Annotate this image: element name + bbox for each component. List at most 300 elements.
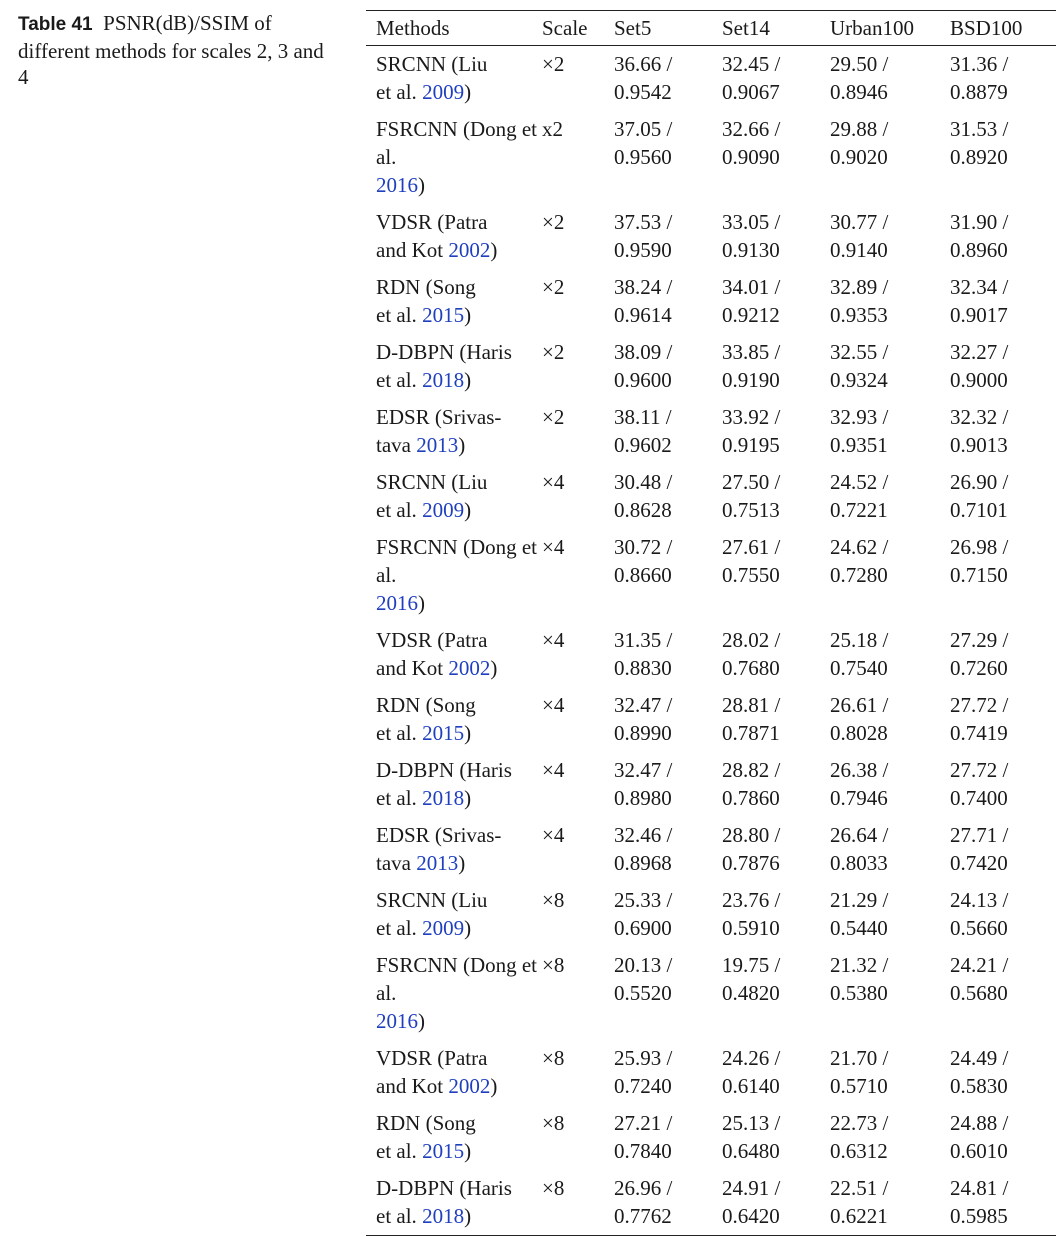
method-cell bbox=[366, 687, 542, 752]
bsd100-cell bbox=[950, 269, 1056, 334]
set14-cell bbox=[722, 622, 830, 687]
set5-cell bbox=[614, 111, 722, 204]
citation-close-paren: ) bbox=[418, 1009, 425, 1033]
set5-cell bbox=[614, 529, 722, 622]
citation-authors: et al. bbox=[376, 786, 423, 810]
bsd100-ssim-value: 0.7419 bbox=[950, 721, 1008, 745]
urban100-psnr-value: 29.50 / bbox=[830, 52, 889, 76]
set5-psnr-value: 32.46 / bbox=[614, 823, 673, 847]
method-name: D-DBPN (Haris bbox=[376, 758, 512, 782]
bsd100-psnr-value: 24.81 / bbox=[950, 1176, 1009, 1200]
method-citation-line bbox=[376, 786, 471, 810]
bsd100-cell bbox=[950, 464, 1056, 529]
bsd100-psnr-value: 27.72 / bbox=[950, 758, 1009, 782]
method-name: EDSR (Srivas- bbox=[376, 823, 502, 847]
bsd100-cell bbox=[950, 882, 1056, 947]
urban100-psnr-value: 21.70 / bbox=[830, 1046, 889, 1070]
urban100-cell bbox=[830, 622, 950, 687]
scale-cell: ×4 bbox=[542, 758, 565, 782]
header-set5: Set5 bbox=[614, 11, 722, 46]
bsd100-ssim-value: 0.6010 bbox=[950, 1139, 1008, 1163]
citation-year-link[interactable]: 2002 bbox=[448, 656, 491, 680]
urban100-psnr-value: 32.55 / bbox=[830, 340, 889, 364]
method-citation-line bbox=[376, 433, 465, 457]
table-row bbox=[366, 1105, 1056, 1170]
urban100-ssim-value: 0.5440 bbox=[830, 916, 888, 940]
bsd100-psnr-value: 31.36 / bbox=[950, 52, 1009, 76]
bsd100-ssim-value: 0.7260 bbox=[950, 656, 1008, 680]
bsd100-cell bbox=[950, 947, 1056, 1040]
scale-cell: ×4 bbox=[542, 470, 565, 494]
urban100-psnr-value: 24.62 / bbox=[830, 535, 889, 559]
urban100-cell bbox=[830, 464, 950, 529]
citation-close-paren: ) bbox=[458, 433, 466, 457]
set5-cell bbox=[614, 622, 722, 687]
bsd100-psnr-value: 27.72 / bbox=[950, 693, 1009, 717]
set5-cell bbox=[614, 46, 722, 112]
bsd100-cell bbox=[950, 529, 1056, 622]
bsd100-ssim-value: 0.8879 bbox=[950, 80, 1008, 104]
urban100-ssim-value: 0.9353 bbox=[830, 303, 888, 327]
set14-ssim-value: 0.6480 bbox=[722, 1139, 780, 1163]
set5-ssim-value: 0.8980 bbox=[614, 786, 672, 810]
method-cell bbox=[366, 947, 542, 1040]
table-row bbox=[366, 1040, 1056, 1105]
table-row bbox=[366, 334, 1056, 399]
table-number-label: Table 41 bbox=[18, 14, 93, 35]
set14-ssim-value: 0.9090 bbox=[722, 145, 780, 169]
table-row bbox=[366, 817, 1056, 882]
set14-cell bbox=[722, 46, 830, 112]
urban100-cell bbox=[830, 399, 950, 464]
citation-year-link[interactable]: 2009 bbox=[422, 498, 465, 522]
bsd100-psnr-value: 24.21 / bbox=[950, 953, 1009, 977]
set14-cell bbox=[722, 1105, 830, 1170]
bsd100-psnr-value: 32.27 / bbox=[950, 340, 1009, 364]
citation-authors: et al. bbox=[376, 368, 423, 392]
scale-cell: ×4 bbox=[542, 693, 565, 717]
urban100-psnr-value: 21.32 / bbox=[830, 953, 889, 977]
urban100-ssim-value: 0.7221 bbox=[830, 498, 888, 522]
results-table-container bbox=[366, 10, 1056, 1236]
citation-close-paren: ) bbox=[464, 916, 472, 940]
citation-year-link[interactable]: 2009 bbox=[422, 916, 465, 940]
citation-close-paren: ) bbox=[490, 656, 498, 680]
bsd100-cell bbox=[950, 1170, 1056, 1236]
citation-authors: et al. bbox=[376, 1139, 423, 1163]
bsd100-ssim-value: 0.5660 bbox=[950, 916, 1008, 940]
citation-authors: and Kot bbox=[376, 1074, 449, 1098]
citation-year-link[interactable]: 2002 bbox=[448, 1074, 491, 1098]
urban100-cell bbox=[830, 269, 950, 334]
bsd100-ssim-value: 0.7150 bbox=[950, 563, 1008, 587]
set5-cell bbox=[614, 687, 722, 752]
table-row bbox=[366, 204, 1056, 269]
table-row bbox=[366, 622, 1056, 687]
citation-close-paren: ) bbox=[464, 1139, 472, 1163]
table-row bbox=[366, 111, 1056, 204]
method-name: FSRCNN (Dong et al. bbox=[376, 535, 538, 587]
citation-close-paren: ) bbox=[464, 721, 472, 745]
table-header bbox=[366, 11, 1056, 46]
bsd100-cell bbox=[950, 46, 1056, 112]
method-citation-line bbox=[376, 656, 497, 680]
set5-psnr-value: 37.53 / bbox=[614, 210, 673, 234]
set14-ssim-value: 0.9212 bbox=[722, 303, 780, 327]
scale-cell: ×2 bbox=[542, 340, 565, 364]
bsd100-ssim-value: 0.5830 bbox=[950, 1074, 1008, 1098]
table-row bbox=[366, 687, 1056, 752]
method-citation-line bbox=[376, 368, 471, 392]
bsd100-psnr-value: 26.90 / bbox=[950, 470, 1009, 494]
set5-psnr-value: 31.35 / bbox=[614, 628, 673, 652]
urban100-psnr-value: 22.73 / bbox=[830, 1111, 889, 1135]
urban100-cell bbox=[830, 529, 950, 622]
method-cell bbox=[366, 399, 542, 464]
urban100-ssim-value: 0.7946 bbox=[830, 786, 888, 810]
set14-cell bbox=[722, 1170, 830, 1236]
citation-close-paren: ) bbox=[490, 1074, 498, 1098]
citation-close-paren: ) bbox=[418, 591, 425, 615]
method-cell bbox=[366, 817, 542, 882]
urban100-ssim-value: 0.7540 bbox=[830, 656, 888, 680]
set14-ssim-value: 0.7550 bbox=[722, 563, 780, 587]
scale-cell: ×4 bbox=[542, 823, 565, 847]
scale-cell: ×4 bbox=[542, 628, 565, 652]
set5-ssim-value: 0.7762 bbox=[614, 1204, 672, 1228]
citation-close-paren: ) bbox=[464, 498, 472, 522]
method-cell bbox=[366, 1040, 542, 1105]
citation-authors: et al. bbox=[376, 303, 423, 327]
table-row bbox=[366, 529, 1056, 622]
method-citation-line bbox=[376, 916, 471, 940]
set14-psnr-value: 24.91 / bbox=[722, 1176, 781, 1200]
method-cell bbox=[366, 1170, 542, 1236]
urban100-cell bbox=[830, 204, 950, 269]
method-citation-line bbox=[376, 80, 471, 104]
bsd100-psnr-value: 26.98 / bbox=[950, 535, 1009, 559]
set5-psnr-value: 20.13 / bbox=[614, 953, 673, 977]
set5-cell bbox=[614, 1040, 722, 1105]
bsd100-ssim-value: 0.9017 bbox=[950, 303, 1008, 327]
citation-year-link[interactable]: 2013 bbox=[416, 433, 459, 457]
urban100-ssim-value: 0.8033 bbox=[830, 851, 888, 875]
set5-ssim-value: 0.9560 bbox=[614, 145, 672, 169]
bsd100-cell bbox=[950, 399, 1056, 464]
method-cell bbox=[366, 334, 542, 399]
urban100-cell bbox=[830, 752, 950, 817]
citation-close-paren: ) bbox=[464, 1204, 472, 1228]
urban100-psnr-value: 30.77 / bbox=[830, 210, 889, 234]
header-methods: Methods bbox=[366, 11, 542, 46]
citation-year-link[interactable]: 2015 bbox=[422, 303, 465, 327]
set14-cell bbox=[722, 111, 830, 204]
method-citation-line bbox=[376, 238, 497, 262]
scale-cell: ×8 bbox=[542, 1176, 565, 1200]
citation-close-paren: ) bbox=[464, 303, 472, 327]
set14-ssim-value: 0.9130 bbox=[722, 238, 780, 262]
table-caption-text: PSNR(dB)/SSIM of different methods for scales 2, 3 and 4 bbox=[18, 11, 324, 89]
set14-cell bbox=[722, 399, 830, 464]
method-name: RDN (Song bbox=[376, 275, 476, 299]
bsd100-cell bbox=[950, 1105, 1056, 1170]
set5-ssim-value: 0.8830 bbox=[614, 656, 672, 680]
urban100-ssim-value: 0.9324 bbox=[830, 368, 888, 392]
set14-cell bbox=[722, 464, 830, 529]
set5-cell bbox=[614, 752, 722, 817]
header-row bbox=[366, 11, 1056, 46]
set5-cell bbox=[614, 817, 722, 882]
method-citation-line bbox=[376, 1204, 471, 1228]
citation-close-paren: ) bbox=[464, 368, 472, 392]
citation-close-paren: ) bbox=[458, 851, 466, 875]
urban100-cell bbox=[830, 687, 950, 752]
set14-psnr-value: 19.75 / bbox=[722, 953, 781, 977]
set5-psnr-value: 38.24 / bbox=[614, 275, 673, 299]
set14-cell bbox=[722, 882, 830, 947]
set14-psnr-value: 34.01 / bbox=[722, 275, 781, 299]
urban100-psnr-value: 22.51 / bbox=[830, 1176, 889, 1200]
scale-cell: ×2 bbox=[542, 275, 565, 299]
method-name: EDSR (Srivas- bbox=[376, 405, 502, 429]
set14-psnr-value: 28.81 / bbox=[722, 693, 781, 717]
set14-ssim-value: 0.5910 bbox=[722, 916, 780, 940]
set14-ssim-value: 0.7876 bbox=[722, 851, 780, 875]
citation-year-link[interactable]: 2009 bbox=[422, 80, 465, 104]
bsd100-psnr-value: 24.88 / bbox=[950, 1111, 1009, 1135]
urban100-psnr-value: 21.29 / bbox=[830, 888, 889, 912]
bsd100-cell bbox=[950, 1040, 1056, 1105]
citation-year-link[interactable]: 2018 bbox=[422, 786, 465, 810]
method-name: D-DBPN (Haris bbox=[376, 340, 512, 364]
set14-psnr-value: 33.85 / bbox=[722, 340, 781, 364]
bsd100-ssim-value: 0.9013 bbox=[950, 433, 1008, 457]
method-name: VDSR (Patra bbox=[376, 1046, 488, 1070]
urban100-cell bbox=[830, 1170, 950, 1236]
set14-ssim-value: 0.7871 bbox=[722, 721, 780, 745]
citation-year-link[interactable]: 2018 bbox=[422, 368, 465, 392]
citation-year-link[interactable]: 2002 bbox=[448, 238, 491, 262]
scale-cell: ×8 bbox=[542, 953, 565, 977]
bsd100-ssim-value: 0.7101 bbox=[950, 498, 1008, 522]
scale-cell: ×8 bbox=[542, 888, 565, 912]
bsd100-psnr-value: 24.49 / bbox=[950, 1046, 1009, 1070]
urban100-cell bbox=[830, 111, 950, 204]
method-cell bbox=[366, 46, 542, 112]
table-row bbox=[366, 1170, 1056, 1236]
set14-ssim-value: 0.6140 bbox=[722, 1074, 780, 1098]
bsd100-ssim-value: 0.8960 bbox=[950, 238, 1008, 262]
method-name: VDSR (Patra bbox=[376, 628, 488, 652]
citation-authors: and Kot bbox=[376, 238, 449, 262]
table-row bbox=[366, 464, 1056, 529]
citation-close-paren: ) bbox=[464, 80, 472, 104]
bsd100-psnr-value: 27.71 / bbox=[950, 823, 1009, 847]
set5-psnr-value: 36.66 / bbox=[614, 52, 673, 76]
set5-ssim-value: 0.9602 bbox=[614, 433, 672, 457]
bsd100-psnr-value: 32.32 / bbox=[950, 405, 1009, 429]
set14-psnr-value: 27.50 / bbox=[722, 470, 781, 494]
method-citation-line bbox=[376, 1009, 425, 1033]
method-cell bbox=[366, 111, 542, 204]
set14-psnr-value: 23.76 / bbox=[722, 888, 781, 912]
set5-cell bbox=[614, 334, 722, 399]
citation-authors: tava bbox=[376, 433, 417, 457]
bsd100-ssim-value: 0.7400 bbox=[950, 786, 1008, 810]
method-name: FSRCNN (Dong et al. bbox=[376, 117, 538, 169]
set5-psnr-value: 25.33 / bbox=[614, 888, 673, 912]
bsd100-ssim-value: 0.8920 bbox=[950, 145, 1008, 169]
scale-cell: ×8 bbox=[542, 1111, 565, 1135]
citation-close-paren: ) bbox=[418, 173, 425, 197]
urban100-cell bbox=[830, 947, 950, 1040]
urban100-ssim-value: 0.7280 bbox=[830, 563, 888, 587]
citation-year-link[interactable]: 2018 bbox=[422, 1204, 465, 1228]
table-caption bbox=[18, 10, 328, 90]
citation-authors: et al. bbox=[376, 916, 423, 940]
citation-year-link[interactable]: 2016 bbox=[376, 591, 418, 615]
citation-year-link[interactable]: 2016 bbox=[376, 1009, 418, 1033]
set5-psnr-value: 32.47 / bbox=[614, 758, 673, 782]
set5-cell bbox=[614, 947, 722, 1040]
set5-ssim-value: 0.9542 bbox=[614, 80, 672, 104]
set5-psnr-value: 30.72 / bbox=[614, 535, 673, 559]
header-scale: Scale bbox=[542, 11, 614, 46]
urban100-ssim-value: 0.9140 bbox=[830, 238, 888, 262]
citation-year-link[interactable]: 2015 bbox=[422, 721, 465, 745]
urban100-ssim-value: 0.5380 bbox=[830, 981, 888, 1005]
method-name: SRCNN (Liu bbox=[376, 470, 488, 494]
method-citation-line bbox=[376, 303, 471, 327]
set5-ssim-value: 0.9590 bbox=[614, 238, 672, 262]
table-row bbox=[366, 399, 1056, 464]
bsd100-cell bbox=[950, 622, 1056, 687]
set14-cell bbox=[722, 947, 830, 1040]
set5-cell bbox=[614, 399, 722, 464]
table-body bbox=[366, 46, 1056, 1236]
urban100-psnr-value: 26.38 / bbox=[830, 758, 889, 782]
set5-cell bbox=[614, 269, 722, 334]
set5-cell bbox=[614, 882, 722, 947]
method-cell bbox=[366, 464, 542, 529]
set14-psnr-value: 25.13 / bbox=[722, 1111, 781, 1135]
urban100-psnr-value: 32.93 / bbox=[830, 405, 889, 429]
bsd100-ssim-value: 0.9000 bbox=[950, 368, 1008, 392]
bsd100-psnr-value: 31.53 / bbox=[950, 117, 1009, 141]
set14-psnr-value: 27.61 / bbox=[722, 535, 781, 559]
bsd100-ssim-value: 0.5680 bbox=[950, 981, 1008, 1005]
set14-psnr-value: 32.45 / bbox=[722, 52, 781, 76]
urban100-psnr-value: 26.61 / bbox=[830, 693, 889, 717]
method-citation-line bbox=[376, 591, 425, 615]
set14-psnr-value: 28.82 / bbox=[722, 758, 781, 782]
set14-ssim-value: 0.9067 bbox=[722, 80, 780, 104]
set5-psnr-value: 37.05 / bbox=[614, 117, 673, 141]
citation-authors: tava bbox=[376, 851, 417, 875]
scale-cell: x2 bbox=[542, 117, 563, 141]
method-citation-line bbox=[376, 173, 425, 197]
table-row bbox=[366, 752, 1056, 817]
citation-year-link[interactable]: 2013 bbox=[416, 851, 459, 875]
method-name: RDN (Song bbox=[376, 1111, 476, 1135]
method-name: SRCNN (Liu bbox=[376, 52, 488, 76]
bsd100-psnr-value: 32.34 / bbox=[950, 275, 1009, 299]
set14-cell bbox=[722, 817, 830, 882]
urban100-ssim-value: 0.6312 bbox=[830, 1139, 888, 1163]
bsd100-psnr-value: 24.13 / bbox=[950, 888, 1009, 912]
citation-authors: et al. bbox=[376, 1204, 423, 1228]
citation-authors: et al. bbox=[376, 80, 423, 104]
urban100-ssim-value: 0.9020 bbox=[830, 145, 888, 169]
set14-cell bbox=[722, 529, 830, 622]
header-urban100: Urban100 bbox=[830, 11, 950, 46]
scale-cell: ×2 bbox=[542, 405, 565, 429]
set14-psnr-value: 28.80 / bbox=[722, 823, 781, 847]
method-citation-line bbox=[376, 851, 465, 875]
set14-psnr-value: 33.05 / bbox=[722, 210, 781, 234]
set14-psnr-value: 33.92 / bbox=[722, 405, 781, 429]
urban100-ssim-value: 0.8028 bbox=[830, 721, 888, 745]
set14-ssim-value: 0.9195 bbox=[722, 433, 780, 457]
set5-psnr-value: 30.48 / bbox=[614, 470, 673, 494]
results-table bbox=[366, 10, 1056, 1236]
set14-ssim-value: 0.7860 bbox=[722, 786, 780, 810]
table-row bbox=[366, 269, 1056, 334]
urban100-psnr-value: 29.88 / bbox=[830, 117, 889, 141]
set5-ssim-value: 0.8628 bbox=[614, 498, 672, 522]
bsd100-ssim-value: 0.7420 bbox=[950, 851, 1008, 875]
set14-cell bbox=[722, 269, 830, 334]
set14-cell bbox=[722, 334, 830, 399]
citation-year-link[interactable]: 2016 bbox=[376, 173, 418, 197]
method-citation-line bbox=[376, 721, 471, 745]
set5-cell bbox=[614, 1105, 722, 1170]
header-set14: Set14 bbox=[722, 11, 830, 46]
method-citation-line bbox=[376, 1139, 471, 1163]
method-cell bbox=[366, 529, 542, 622]
scale-cell: ×4 bbox=[542, 535, 565, 559]
bsd100-cell bbox=[950, 111, 1056, 204]
table-row bbox=[366, 947, 1056, 1040]
citation-authors: et al. bbox=[376, 498, 423, 522]
scale-cell: ×8 bbox=[542, 1046, 565, 1070]
set14-cell bbox=[722, 752, 830, 817]
set14-ssim-value: 0.7680 bbox=[722, 656, 780, 680]
set5-cell bbox=[614, 204, 722, 269]
citation-year-link[interactable]: 2015 bbox=[422, 1139, 465, 1163]
bsd100-cell bbox=[950, 752, 1056, 817]
method-name: RDN (Song bbox=[376, 693, 476, 717]
method-name: VDSR (Patra bbox=[376, 210, 488, 234]
method-cell bbox=[366, 269, 542, 334]
citation-close-paren: ) bbox=[464, 786, 472, 810]
set5-ssim-value: 0.8968 bbox=[614, 851, 672, 875]
set5-ssim-value: 0.9600 bbox=[614, 368, 672, 392]
bsd100-psnr-value: 31.90 / bbox=[950, 210, 1009, 234]
bsd100-cell bbox=[950, 334, 1056, 399]
citation-close-paren: ) bbox=[490, 238, 498, 262]
method-name: FSRCNN (Dong et al. bbox=[376, 953, 538, 1005]
set5-cell bbox=[614, 464, 722, 529]
set5-ssim-value: 0.8990 bbox=[614, 721, 672, 745]
bsd100-cell bbox=[950, 687, 1056, 752]
set14-ssim-value: 0.9190 bbox=[722, 368, 780, 392]
method-cell bbox=[366, 1105, 542, 1170]
citation-authors: and Kot bbox=[376, 656, 449, 680]
set14-psnr-value: 32.66 / bbox=[722, 117, 781, 141]
table-row bbox=[366, 882, 1056, 947]
set5-ssim-value: 0.8660 bbox=[614, 563, 672, 587]
